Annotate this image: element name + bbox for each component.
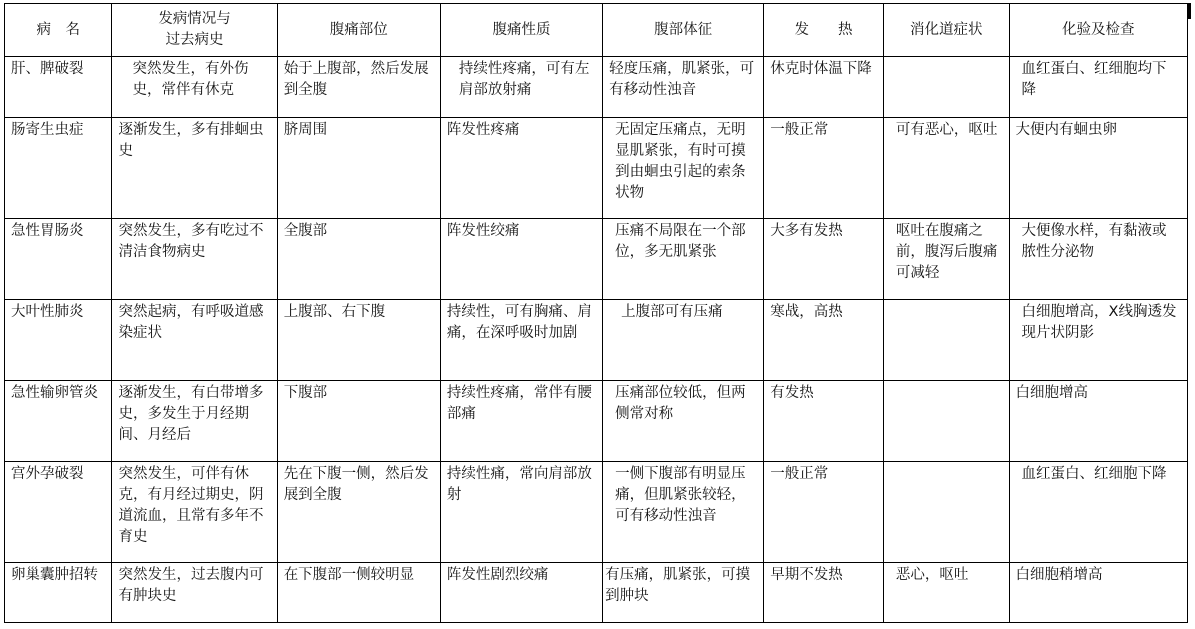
table-cell: [883, 462, 1009, 563]
table-cell: 白细胞增高: [1009, 381, 1187, 462]
table-cell: 压痛不局限在一个部位，多无肌紧张: [603, 219, 764, 300]
table-cell: 始于上腹部，然后发展到全腹: [277, 57, 440, 118]
table-cell: 在下腹部一侧较明显: [277, 563, 440, 623]
table-cell: 阵发性剧烈绞痛: [440, 563, 602, 623]
table-cell: 肠寄生虫症: [5, 118, 112, 219]
table-cell: 有发热: [764, 381, 884, 462]
header-cell-digestive-symptoms: 消化道症状: [883, 4, 1009, 57]
table-cell: 全腹部: [277, 219, 440, 300]
table-cell: 逐渐发生，有白带增多史，多发生于月经期间、月经后: [112, 381, 277, 462]
table-cell: 上腹部、右下腹: [277, 300, 440, 381]
table-row: [5, 219, 1188, 300]
table-cell: 大便内有蛔虫卵: [1009, 118, 1187, 219]
header-cell-onset-history: 发病情况与 过去病史: [112, 4, 277, 57]
table-cell: 先在下腹一侧，然后发展到全腹: [277, 462, 440, 563]
table-cell: 血红蛋白、红细胞均下降: [1009, 57, 1187, 118]
table-cell: 休克时体温下降: [764, 57, 884, 118]
table-cell: 突然发生，过去腹内可有肿块史: [112, 563, 277, 623]
header-cell-abdominal-signs: 腹部体征: [603, 4, 764, 57]
table-cell: 下腹部: [277, 381, 440, 462]
edge-mark: [1188, 3, 1191, 19]
table-row: [5, 563, 1188, 623]
table-cell: [883, 57, 1009, 118]
table-cell: 脐周围: [277, 118, 440, 219]
table-cell: 阵发性疼痛: [440, 118, 602, 219]
table-row: [5, 381, 1188, 462]
table-cell: 突然发生，有外伤史，常伴有休克: [112, 57, 277, 118]
table-row: [5, 118, 1188, 219]
table-row: [5, 57, 1188, 118]
table-cell: 寒战，高热: [764, 300, 884, 381]
header-cell-pain-location: 腹痛部位: [277, 4, 440, 57]
table-cell: 无固定压痛点，无明显肌紧张，有时可摸到由蛔虫引起的索条状物: [603, 118, 764, 219]
table-cell: 突然发生，可伴有休克，有月经过期史，阴道流血，且常有多年不育史: [112, 462, 277, 563]
table-cell: 血红蛋白、红细胞下降: [1009, 462, 1187, 563]
table-cell: 突然发生，多有吃过不清洁食物病史: [112, 219, 277, 300]
table-cell: 大便像水样，有黏液或脓性分泌物: [1009, 219, 1187, 300]
table-cell: 大多有发热: [764, 219, 884, 300]
header-cell-lab-tests: 化验及检查: [1009, 4, 1187, 57]
table-cell: 一般正常: [764, 462, 884, 563]
differential-diagnosis-table: [4, 3, 1188, 623]
table-cell: [883, 381, 1009, 462]
table-cell: 白细胞稍增高: [1009, 563, 1187, 623]
table-cell: 呕吐在腹痛之前，腹泻后腹痛可减轻: [883, 219, 1009, 300]
table-cell: 逐渐发生，多有排蛔虫史: [112, 118, 277, 219]
table-cell: 卵巢囊肿招转: [5, 563, 112, 623]
table-cell: 可有恶心，呕吐: [883, 118, 1009, 219]
table-cell: 一般正常: [764, 118, 884, 219]
table-header-row: [5, 4, 1188, 57]
table-cell: 压痛部位较低，但两侧常对称: [603, 381, 764, 462]
table-row: [5, 462, 1188, 563]
table-cell: 急性胃肠炎: [5, 219, 112, 300]
table-cell: 白细胞增高，X线胸透发现片状阴影: [1009, 300, 1187, 381]
table-cell: 持续性，可有胸痛、肩痛，在深呼吸时加剧: [440, 300, 602, 381]
header-cell-disease-name: 病 名: [5, 4, 112, 57]
table-cell: 持续性疼痛，可有左肩部放射痛: [440, 57, 602, 118]
table-cell: 大叶性肺炎: [5, 300, 112, 381]
table-cell: 持续性痛，常向肩部放射: [440, 462, 602, 563]
table-cell: 上腹部可有压痛: [603, 300, 764, 381]
header-cell-pain-character: 腹痛性质: [440, 4, 602, 57]
table-cell: 持续性疼痛，常伴有腰部痛: [440, 381, 602, 462]
header-cell-fever: 发 热: [764, 4, 884, 57]
table-cell: [883, 300, 1009, 381]
table-cell: 宫外孕破裂: [5, 462, 112, 563]
table-cell: 急性输卵管炎: [5, 381, 112, 462]
table-cell: 轻度压痛，肌紧张，可有移动性浊音: [603, 57, 764, 118]
table-cell: 一侧下腹部有明显压痛，但肌紧张较轻，可有移动性浊音: [603, 462, 764, 563]
table-cell: 早期不发热: [764, 563, 884, 623]
table-cell: 肝、脾破裂: [5, 57, 112, 118]
table-cell: 有压痛，肌紧张，可摸到肿块: [603, 563, 764, 623]
table-cell: 突然起病，有呼吸道感染症状: [112, 300, 277, 381]
table-cell: 阵发性绞痛: [440, 219, 602, 300]
table-row: [5, 300, 1188, 381]
table-cell: 恶心，呕吐: [883, 563, 1009, 623]
